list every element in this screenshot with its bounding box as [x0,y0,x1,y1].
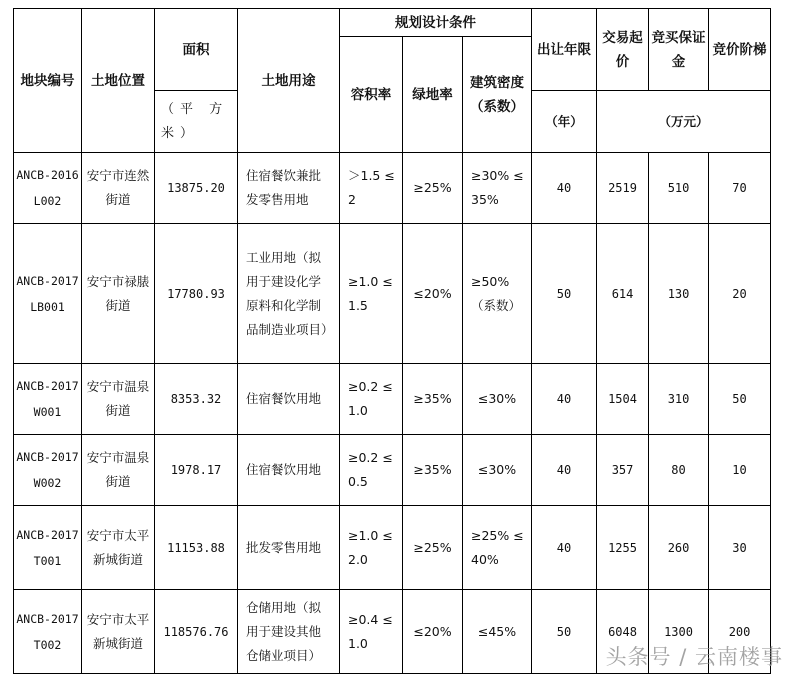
cell-land-use: 批发零售用地 [238,506,340,590]
cell-building-density: ≥50%（系数） [463,224,532,364]
cell-increment: 10 [709,435,771,506]
cell-lease-term: 50 [532,224,597,364]
cell-land-use: 仓储用地（拟用于建设其他仓储业项目） [238,590,340,674]
cell-green-ratio: ≥25% [403,506,463,590]
cell-area: 118576.76 [155,590,238,674]
cell-building-density: ≥25% ≤40% [463,506,532,590]
cell-start-price: 614 [597,224,649,364]
header-start-price: 交易起价 [597,9,649,91]
cell-plot-no: ANCB-2016L002 [14,153,82,224]
header-increment: 竞价阶梯 [709,9,771,91]
cell-start-price: 1504 [597,364,649,435]
table-row [14,506,771,590]
cell-deposit: 310 [649,364,709,435]
cell-green-ratio: ≥35% [403,364,463,435]
cell-deposit: 510 [649,153,709,224]
cell-increment: 20 [709,224,771,364]
header-planning-group: 规划设计条件 [340,9,532,37]
cell-far: ≥0.2 ≤0.5 [340,435,403,506]
header-green-ratio: 绿地率 [403,37,463,153]
cell-area: 17780.93 [155,224,238,364]
cell-green-ratio: ≤20% [403,590,463,674]
header-far: 容积率 [340,37,403,153]
cell-far: ≥0.2 ≤1.0 [340,364,403,435]
header-money-unit: （万元） [597,91,771,153]
cell-deposit: 130 [649,224,709,364]
cell-lease-term: 40 [532,435,597,506]
cell-location: 安宁市连然街道 [82,153,155,224]
header-plot-no: 地块编号 [14,9,82,153]
header-row-1 [14,9,771,37]
table-row [14,364,771,435]
cell-location: 安宁市太平新城街道 [82,590,155,674]
cell-location: 安宁市温泉街道 [82,364,155,435]
cell-lease-term: 50 [532,590,597,674]
cell-green-ratio: ≥35% [403,435,463,506]
cell-land-use: 工业用地（拟用于建设化学原料和化学制品制造业项目） [238,224,340,364]
cell-lease-term: 40 [532,506,597,590]
land-auction-table [13,8,771,674]
cell-location: 安宁市太平新城街道 [82,506,155,590]
cell-start-price: 6048 [597,590,649,674]
header-land-use: 土地用途 [238,9,340,153]
cell-increment: 70 [709,153,771,224]
cell-far: ≥1.0 ≤1.5 [340,224,403,364]
cell-area: 8353.32 [155,364,238,435]
table-row [14,153,771,224]
cell-plot-no: ANCB-2017T001 [14,506,82,590]
cell-increment: 30 [709,506,771,590]
cell-start-price: 2519 [597,153,649,224]
table-row [14,435,771,506]
cell-lease-term: 40 [532,153,597,224]
header-building-density: 建筑密度（系数） [463,37,532,153]
cell-green-ratio: ≤20% [403,224,463,364]
header-deposit: 竞买保证金 [649,9,709,91]
table-row [14,224,771,364]
cell-location: 安宁市禄脿街道 [82,224,155,364]
cell-start-price: 357 [597,435,649,506]
cell-area: 1978.17 [155,435,238,506]
watermark: 头条号 / 云南楼事 [605,645,783,669]
cell-building-density: ≥30% ≤35% [463,153,532,224]
cell-far: ≥0.4 ≤1.0 [340,590,403,674]
cell-green-ratio: ≥25% [403,153,463,224]
cell-far: ＞1.5 ≤2 [340,153,403,224]
cell-plot-no: ANCB-2017LB001 [14,224,82,364]
cell-lease-term: 40 [532,364,597,435]
header-location: 土地位置 [82,9,155,153]
cell-land-use: 住宿餐饮兼批发零售用地 [238,153,340,224]
cell-increment: 200 [709,590,771,674]
cell-building-density: ≤30% [463,435,532,506]
cell-start-price: 1255 [597,506,649,590]
header-lease-unit: （年） [532,91,597,153]
cell-plot-no: ANCB-2017T002 [14,590,82,674]
cell-plot-no: ANCB-2017W001 [14,364,82,435]
cell-deposit: 260 [649,506,709,590]
cell-land-use: 住宿餐饮用地 [238,364,340,435]
header-area: 面积 [155,9,238,91]
cell-building-density: ≤30% [463,364,532,435]
cell-far: ≥1.0 ≤2.0 [340,506,403,590]
cell-area: 13875.20 [155,153,238,224]
cell-land-use: 住宿餐饮用地 [238,435,340,506]
cell-plot-no: ANCB-2017W002 [14,435,82,506]
header-lease-term: 出让年限 [532,9,597,91]
cell-deposit: 80 [649,435,709,506]
header-area-unit: （平 方 米） [155,91,238,153]
cell-increment: 50 [709,364,771,435]
cell-deposit: 1300 [649,590,709,674]
cell-building-density: ≤45% [463,590,532,674]
cell-location: 安宁市温泉街道 [82,435,155,506]
cell-area: 11153.88 [155,506,238,590]
